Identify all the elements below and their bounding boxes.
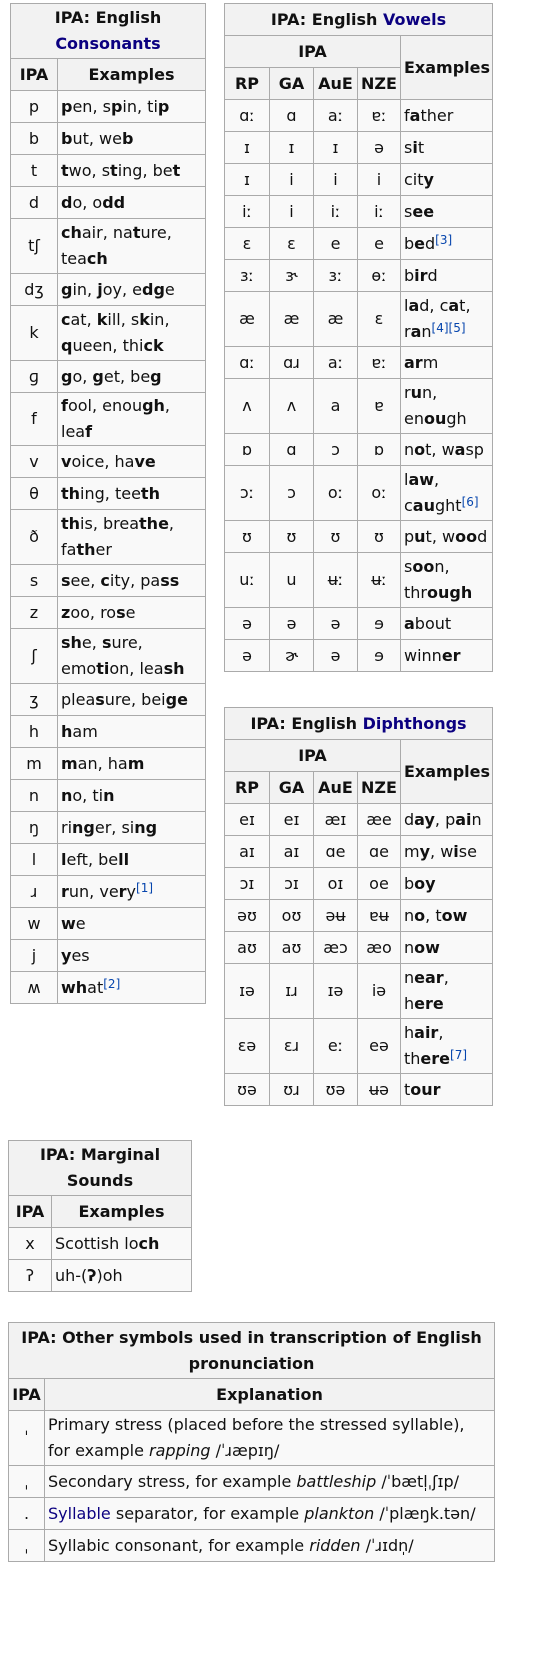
ipa-symbol-aue: əʉ bbox=[314, 900, 358, 932]
col-header-ipa: IPA bbox=[11, 59, 58, 91]
ipa-symbol-nze: ɑe bbox=[358, 836, 401, 868]
diphthongs-table bbox=[224, 707, 493, 1106]
ipa-symbol-aue: ɪə bbox=[314, 964, 358, 1019]
ipa-symbol-nze: e bbox=[358, 228, 401, 260]
example-cell: we bbox=[58, 908, 206, 940]
ipa-symbol-rp: ɑː bbox=[225, 347, 270, 379]
ipa-symbol-rp: aʊ bbox=[225, 932, 270, 964]
ipa-symbol-ga: ɑɹ bbox=[270, 347, 314, 379]
consonant-row bbox=[11, 908, 206, 940]
ipa-symbol-ga: ɪɹ bbox=[270, 964, 314, 1019]
ipa-symbol: k bbox=[11, 306, 58, 361]
other-symbol-row bbox=[9, 1466, 495, 1498]
ipa-symbol: tʃ bbox=[11, 219, 58, 274]
example-cell: Syllabic consonant, for example ridden /ˈɹɪdn̩/ bbox=[45, 1530, 495, 1562]
vowel-row bbox=[225, 553, 493, 608]
consonant-row bbox=[11, 219, 206, 274]
consonant-row bbox=[11, 510, 206, 565]
col-header-nze: NZE bbox=[358, 772, 401, 804]
example-cell: Secondary stress, for example battleship /ˈbætl̩ˌʃɪp/ bbox=[45, 1466, 495, 1498]
example-cell: zoo, rose bbox=[58, 597, 206, 629]
ipa-symbol-nze: i bbox=[358, 164, 401, 196]
marginal-table-title: IPA: Marginal Sounds bbox=[9, 1141, 192, 1196]
example-cell: not, wasp bbox=[401, 434, 493, 466]
col-header-ipa: IPA bbox=[225, 740, 401, 772]
diphthong-row bbox=[225, 804, 493, 836]
ipa-symbol-nze: oe bbox=[358, 868, 401, 900]
example-cell: run, enough bbox=[401, 379, 493, 434]
vowel-row bbox=[225, 196, 493, 228]
ipa-symbol-nze: ɐ bbox=[358, 379, 401, 434]
ipa-symbol-aue: æɔ bbox=[314, 932, 358, 964]
ipa-symbol-rp: ə bbox=[225, 608, 270, 640]
marginal-row bbox=[9, 1260, 192, 1292]
example-cell: Primary stress (placed before the stressed syllable), for example rapping /ˈɹæpɪŋ/ bbox=[45, 1411, 495, 1466]
col-header-nze: NZE bbox=[358, 68, 401, 100]
consonant-row bbox=[11, 748, 206, 780]
example-cell: put, wood bbox=[401, 521, 493, 553]
consonants-link[interactable]: Consonants bbox=[55, 34, 161, 53]
vowel-row bbox=[225, 228, 493, 260]
col-header-ga: GA bbox=[270, 772, 314, 804]
consonant-row bbox=[11, 123, 206, 155]
example-cell: ham bbox=[58, 716, 206, 748]
example-cell: see, city, pass bbox=[58, 565, 206, 597]
example-cell: pen, spin, tip bbox=[58, 91, 206, 123]
example-cell: hair, there[7] bbox=[401, 1019, 493, 1074]
marginal-body bbox=[9, 1228, 192, 1292]
ipa-symbol-rp: ɒ bbox=[225, 434, 270, 466]
col-header-ipa: IPA bbox=[9, 1196, 52, 1228]
diphthongs-body bbox=[225, 804, 493, 1106]
example-cell: but, web bbox=[58, 123, 206, 155]
consonant-row bbox=[11, 812, 206, 844]
vowel-row bbox=[225, 434, 493, 466]
ipa-symbol-aue: ɑe bbox=[314, 836, 358, 868]
example-cell: voice, have bbox=[58, 446, 206, 478]
footnote-ref-link[interactable]: [2] bbox=[103, 976, 121, 991]
vowel-row bbox=[225, 640, 493, 672]
ipa-symbol-aue: iː bbox=[314, 196, 358, 228]
diphthong-row bbox=[225, 836, 493, 868]
col-header-aue: AuE bbox=[314, 772, 358, 804]
example-cell: near, here bbox=[401, 964, 493, 1019]
consonant-row bbox=[11, 393, 206, 446]
ipa-symbol: . bbox=[9, 1498, 45, 1530]
ipa-symbol-rp: ɜː bbox=[225, 260, 270, 292]
consonant-row bbox=[11, 716, 206, 748]
ipa-symbol-rp: ɔː bbox=[225, 466, 270, 521]
example-cell: see bbox=[401, 196, 493, 228]
example-cell: ringer, sing bbox=[58, 812, 206, 844]
ipa-symbol: ʍ bbox=[11, 972, 58, 1004]
consonant-row bbox=[11, 780, 206, 812]
example-cell: lad, cat, ran[4][5] bbox=[401, 292, 493, 347]
ipa-symbol-nze: ʊ bbox=[358, 521, 401, 553]
example-cell: no, tow bbox=[401, 900, 493, 932]
consonant-row bbox=[11, 629, 206, 684]
syllable-link[interactable]: Syllable bbox=[48, 1503, 111, 1523]
consonant-row bbox=[11, 478, 206, 510]
ipa-symbol-nze: ɘ bbox=[358, 640, 401, 672]
ipa-symbol-rp: ɪ bbox=[225, 164, 270, 196]
example-cell: day, pain bbox=[401, 804, 493, 836]
example-cell: go, get, beg bbox=[58, 361, 206, 393]
ipa-symbol-rp: əʊ bbox=[225, 900, 270, 932]
footnote-ref-link[interactable]: [6] bbox=[461, 495, 479, 509]
ipa-symbol-rp: ɛə bbox=[225, 1019, 270, 1074]
ipa-symbol-ga: ʊɹ bbox=[270, 1074, 314, 1106]
example-cell: city bbox=[401, 164, 493, 196]
col-header-ipa: IPA bbox=[225, 36, 401, 68]
ipa-symbol: w bbox=[11, 908, 58, 940]
example-cell: fool, enough, leaf bbox=[58, 393, 206, 446]
col-header-rp: RP bbox=[225, 772, 270, 804]
other-symbols-table-title: IPA: Other symbols used in transcription of English pronunciation bbox=[9, 1323, 495, 1379]
ipa-symbol: dʒ bbox=[11, 274, 58, 306]
consonant-row bbox=[11, 940, 206, 972]
ipa-symbol: ˌ bbox=[9, 1466, 45, 1498]
ipa-symbol-nze: ə bbox=[358, 132, 401, 164]
vowels-body bbox=[225, 100, 493, 672]
ipa-symbol-aue: aː bbox=[314, 347, 358, 379]
ipa-symbol-rp: ɔɪ bbox=[225, 868, 270, 900]
ipa-symbol-aue: aː bbox=[314, 100, 358, 132]
ipa-symbol-nze: æo bbox=[358, 932, 401, 964]
consonant-row bbox=[11, 274, 206, 306]
example-cell: do, odd bbox=[58, 187, 206, 219]
ipa-symbol-aue: ʊ bbox=[314, 521, 358, 553]
col-header-ga: GA bbox=[270, 68, 314, 100]
col-header-examples: Examples bbox=[52, 1196, 192, 1228]
example-cell: sit bbox=[401, 132, 493, 164]
vowels-link[interactable]: Vowels bbox=[383, 9, 447, 29]
ipa-symbol-aue: ɜː bbox=[314, 260, 358, 292]
ipa-symbol: f bbox=[11, 393, 58, 446]
other-symbols-table bbox=[8, 1322, 495, 1562]
ipa-symbol-rp: aɪ bbox=[225, 836, 270, 868]
ipa-symbol-ga: u bbox=[270, 553, 314, 608]
ipa-symbol-nze: ɐː bbox=[358, 347, 401, 379]
diphthong-row bbox=[225, 900, 493, 932]
ipa-symbol: ð bbox=[11, 510, 58, 565]
vowel-row bbox=[225, 347, 493, 379]
example-cell: thing, teeth bbox=[58, 478, 206, 510]
consonant-row bbox=[11, 361, 206, 393]
consonant-row bbox=[11, 565, 206, 597]
example-cell: soon, through bbox=[401, 553, 493, 608]
example-cell: father bbox=[401, 100, 493, 132]
ipa-symbol: t bbox=[11, 155, 58, 187]
col-header-examples: Examples bbox=[58, 59, 206, 91]
vowel-row bbox=[225, 132, 493, 164]
ipa-symbol-ga: oʊ bbox=[270, 900, 314, 932]
ipa-symbol: d bbox=[11, 187, 58, 219]
vowel-row bbox=[225, 608, 493, 640]
ipa-symbol-ga: aɪ bbox=[270, 836, 314, 868]
ipa-symbol-rp: æ bbox=[225, 292, 270, 347]
ipa-symbol: ʃ bbox=[11, 629, 58, 684]
col-header-aue: AuE bbox=[314, 68, 358, 100]
ipa-symbol-rp: ʌ bbox=[225, 379, 270, 434]
ipa-symbol-aue: æ bbox=[314, 292, 358, 347]
vowel-row bbox=[225, 260, 493, 292]
ipa-symbol-rp: ɪ bbox=[225, 132, 270, 164]
ipa-symbol-aue: ʉː bbox=[314, 553, 358, 608]
example-cell: uh-(ʔ)oh bbox=[52, 1260, 192, 1292]
example-cell: run, very[1] bbox=[58, 876, 206, 908]
diphthong-row bbox=[225, 1019, 493, 1074]
ipa-symbol: s bbox=[11, 565, 58, 597]
ipa-symbol-nze: æe bbox=[358, 804, 401, 836]
example-cell: Scottish loch bbox=[52, 1228, 192, 1260]
ipa-symbol-nze: oː bbox=[358, 466, 401, 521]
example-cell: cat, kill, skin, queen, thick bbox=[58, 306, 206, 361]
ipa-symbol: l bbox=[11, 844, 58, 876]
ipa-symbol: v bbox=[11, 446, 58, 478]
ipa-symbol: m bbox=[11, 748, 58, 780]
ipa-symbol-aue: ɔ bbox=[314, 434, 358, 466]
ipa-symbol-rp: uː bbox=[225, 553, 270, 608]
ipa-symbol-ga: ɑ bbox=[270, 100, 314, 132]
example-cell: she, sure, emotion, leash bbox=[58, 629, 206, 684]
ipa-symbol-aue: eː bbox=[314, 1019, 358, 1074]
ipa-symbol: x bbox=[9, 1228, 52, 1260]
example-cell: pleasure, beige bbox=[58, 684, 206, 716]
example-cell: bed[3] bbox=[401, 228, 493, 260]
ipa-symbol-rp: ʊə bbox=[225, 1074, 270, 1106]
ipa-symbol-aue: ə bbox=[314, 608, 358, 640]
diphthong-row bbox=[225, 1074, 493, 1106]
ipa-symbol-aue: ʊə bbox=[314, 1074, 358, 1106]
example-cell: gin, joy, edge bbox=[58, 274, 206, 306]
diphthongs-table-title: IPA: English Diphthongs bbox=[225, 708, 493, 740]
ipa-symbol-rp: ə bbox=[225, 640, 270, 672]
vowel-row bbox=[225, 164, 493, 196]
footnote-ref-link[interactable]: [4][5] bbox=[431, 321, 466, 335]
col-header-explanation: Explanation bbox=[45, 1379, 495, 1411]
ipa-symbol: ɡ bbox=[11, 361, 58, 393]
ipa-symbol-nze: ʉə bbox=[358, 1074, 401, 1106]
footnote-ref-link[interactable]: [1] bbox=[136, 880, 154, 895]
example-cell: this, breathe, father bbox=[58, 510, 206, 565]
ipa-symbol-ga: ɑ bbox=[270, 434, 314, 466]
ipa-symbol: j bbox=[11, 940, 58, 972]
diphthongs-link[interactable]: Diphthongs bbox=[362, 713, 467, 733]
ipa-symbol-aue: ə bbox=[314, 640, 358, 672]
vowels-table-title: IPA: English Vowels bbox=[225, 4, 493, 36]
ipa-symbol: h bbox=[11, 716, 58, 748]
ipa-symbol-nze: iː bbox=[358, 196, 401, 228]
ipa-symbol-rp: iː bbox=[225, 196, 270, 228]
vowel-row bbox=[225, 521, 493, 553]
ipa-symbol-ga: ɔɪ bbox=[270, 868, 314, 900]
example-cell: two, sting, bet bbox=[58, 155, 206, 187]
ipa-symbol-rp: ɪə bbox=[225, 964, 270, 1019]
ipa-symbol-rp: eɪ bbox=[225, 804, 270, 836]
ipa-symbol-nze: eə bbox=[358, 1019, 401, 1074]
consonant-row bbox=[11, 306, 206, 361]
ipa-symbol-nze: ɛ bbox=[358, 292, 401, 347]
example-cell: about bbox=[401, 608, 493, 640]
ipa-symbol-ga: ɝ bbox=[270, 260, 314, 292]
ipa-symbol-ga: ɛɹ bbox=[270, 1019, 314, 1074]
example-cell: bird bbox=[401, 260, 493, 292]
col-header-examples: Examples bbox=[401, 740, 493, 804]
example-cell: winner bbox=[401, 640, 493, 672]
consonants-body bbox=[11, 91, 206, 1004]
ipa-symbol-ga: aʊ bbox=[270, 932, 314, 964]
ipa-symbol-aue: e bbox=[314, 228, 358, 260]
example-cell: no, tin bbox=[58, 780, 206, 812]
other-symbol-row bbox=[9, 1411, 495, 1466]
ipa-symbol: ʔ bbox=[9, 1260, 52, 1292]
consonant-row bbox=[11, 155, 206, 187]
consonant-row bbox=[11, 876, 206, 908]
example-cell: chair, nature, teach bbox=[58, 219, 206, 274]
ipa-symbol: ʒ bbox=[11, 684, 58, 716]
ipa-symbol: ˈ bbox=[9, 1411, 45, 1466]
other-symbol-row bbox=[9, 1498, 495, 1530]
ipa-symbol-rp: ɛ bbox=[225, 228, 270, 260]
col-header-ipa: IPA bbox=[9, 1379, 45, 1411]
consonant-row bbox=[11, 446, 206, 478]
consonants-table bbox=[10, 3, 206, 1004]
ipa-symbol-nze: ɵː bbox=[358, 260, 401, 292]
example-cell: my, wise bbox=[401, 836, 493, 868]
ipa-symbol-ga: eɪ bbox=[270, 804, 314, 836]
ipa-symbol-ga: ɛ bbox=[270, 228, 314, 260]
example-cell: now bbox=[401, 932, 493, 964]
consonant-row bbox=[11, 844, 206, 876]
ipa-symbol-nze: iə bbox=[358, 964, 401, 1019]
ipa-symbol-ga: ɚ bbox=[270, 640, 314, 672]
ipa-symbol: ŋ bbox=[11, 812, 58, 844]
ipa-symbol-rp: ʊ bbox=[225, 521, 270, 553]
diphthong-row bbox=[225, 932, 493, 964]
vowel-row bbox=[225, 466, 493, 521]
footnote-ref-link[interactable]: [7] bbox=[450, 1048, 468, 1062]
marginal-table bbox=[8, 1140, 192, 1292]
ipa-symbol-ga: i bbox=[270, 164, 314, 196]
col-header-examples: Examples bbox=[401, 36, 493, 100]
ipa-symbol-nze: ʉː bbox=[358, 553, 401, 608]
ipa-symbol-nze: ɘ bbox=[358, 608, 401, 640]
vowels-table bbox=[224, 3, 493, 672]
ipa-symbol: z bbox=[11, 597, 58, 629]
ipa-symbol-aue: oː bbox=[314, 466, 358, 521]
ipa-symbol-ga: ɪ bbox=[270, 132, 314, 164]
ipa-symbol-ga: i bbox=[270, 196, 314, 228]
ipa-symbol-nze: ɒ bbox=[358, 434, 401, 466]
consonant-row bbox=[11, 684, 206, 716]
ipa-symbol-aue: oɪ bbox=[314, 868, 358, 900]
consonant-row bbox=[11, 597, 206, 629]
vowel-row bbox=[225, 379, 493, 434]
example-cell: left, bell bbox=[58, 844, 206, 876]
ipa-symbol: n bbox=[11, 780, 58, 812]
example-cell: boy bbox=[401, 868, 493, 900]
ipa-symbol-aue: a bbox=[314, 379, 358, 434]
consonant-row bbox=[11, 972, 206, 1004]
example-cell: yes bbox=[58, 940, 206, 972]
ipa-symbol-aue: æɪ bbox=[314, 804, 358, 836]
ipa-symbol-aue: ɪ bbox=[314, 132, 358, 164]
other-symbols-body bbox=[9, 1411, 495, 1562]
example-cell: what[2] bbox=[58, 972, 206, 1004]
ipa-symbol: ˌ bbox=[9, 1530, 45, 1562]
footnote-ref-link[interactable]: [3] bbox=[435, 232, 453, 247]
consonant-row bbox=[11, 91, 206, 123]
ipa-symbol-ga: ʌ bbox=[270, 379, 314, 434]
consonant-row bbox=[11, 187, 206, 219]
vowel-row bbox=[225, 292, 493, 347]
example-cell: man, ham bbox=[58, 748, 206, 780]
vowel-row bbox=[225, 100, 493, 132]
example-cell: law, caught[6] bbox=[401, 466, 493, 521]
ipa-symbol-nze: ɐː bbox=[358, 100, 401, 132]
diphthong-row bbox=[225, 964, 493, 1019]
example-cell: Syllable separator, for example plankton /ˈplæŋk.tən/ bbox=[45, 1498, 495, 1530]
ipa-symbol: p bbox=[11, 91, 58, 123]
consonants-table-title: IPA: English Consonants bbox=[11, 4, 206, 59]
ipa-symbol-ga: æ bbox=[270, 292, 314, 347]
ipa-symbol-rp: ɑː bbox=[225, 100, 270, 132]
ipa-symbol-ga: ɔ bbox=[270, 466, 314, 521]
diphthong-row bbox=[225, 868, 493, 900]
ipa-symbol: ɹ bbox=[11, 876, 58, 908]
example-cell: arm bbox=[401, 347, 493, 379]
ipa-symbol-ga: ʊ bbox=[270, 521, 314, 553]
col-header-rp: RP bbox=[225, 68, 270, 100]
ipa-symbol-nze: ɐʉ bbox=[358, 900, 401, 932]
ipa-symbol-ga: ə bbox=[270, 608, 314, 640]
other-symbol-row bbox=[9, 1530, 495, 1562]
example-cell: tour bbox=[401, 1074, 493, 1106]
ipa-symbol: θ bbox=[11, 478, 58, 510]
ipa-symbol-aue: i bbox=[314, 164, 358, 196]
marginal-row bbox=[9, 1228, 192, 1260]
ipa-symbol: b bbox=[11, 123, 58, 155]
